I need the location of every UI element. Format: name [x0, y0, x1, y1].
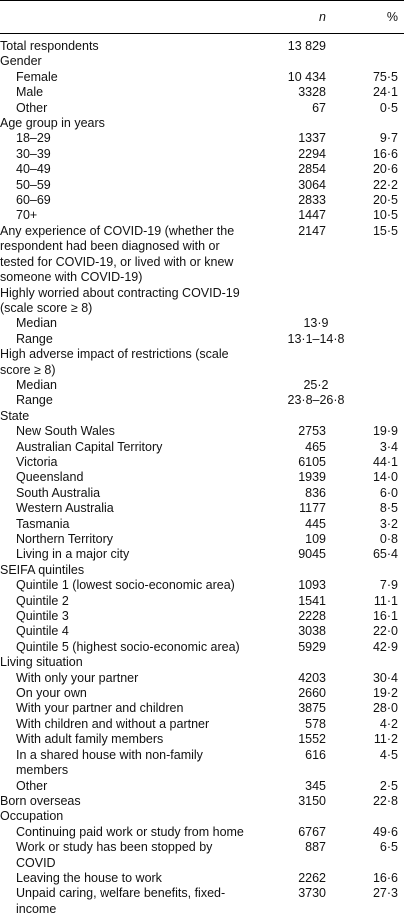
table-row — [0, 686, 404, 701]
row-label: Unpaid caring, welfare benefits, fixed-income — [16, 886, 226, 916]
table-row — [0, 70, 404, 85]
row-percent: 16·6 — [372, 146, 398, 161]
table-row — [0, 378, 404, 393]
row-n: 1177 — [299, 501, 326, 516]
table-row — [0, 224, 404, 286]
table-row — [0, 39, 404, 54]
row-label: Age group in years — [0, 116, 105, 131]
table-row — [0, 424, 404, 439]
row-percent: 16·6 — [372, 870, 398, 885]
table-row — [0, 532, 404, 547]
table-row — [0, 563, 404, 578]
row-percent: 8·5 — [379, 501, 398, 516]
row-n: 2833 — [298, 193, 326, 208]
row-label: Other — [16, 778, 48, 793]
row-label: South Australia — [16, 485, 101, 500]
row-n: 13 829 — [287, 39, 326, 53]
row-n: 3328 — [298, 85, 326, 100]
table-row — [0, 85, 404, 100]
row-label: SEIFA quintiles — [0, 562, 85, 577]
table-body — [0, 34, 404, 917]
row-percent: 22·2 — [372, 177, 398, 192]
table-row — [0, 455, 404, 470]
table-row — [0, 286, 404, 317]
row-summary-value: 23·8–26·8 — [287, 393, 345, 408]
row-n: 2147 — [298, 223, 326, 238]
row-label: Range — [16, 393, 53, 408]
table-row — [0, 501, 404, 516]
row-label: Australian Capital Territory — [16, 439, 163, 454]
row-n: 6105 — [298, 454, 326, 469]
row-label: Median — [16, 316, 57, 331]
row-percent: 4·2 — [379, 716, 398, 731]
row-n: 887 — [305, 840, 326, 855]
row-n: 836 — [305, 485, 326, 500]
row-label: Any experience of COVID-19 (whether the respondent had been diagnosed with or tested for COVID-19, or lived with or knew someone with COVID-19) — [0, 223, 235, 285]
table-row — [0, 162, 404, 177]
table-row — [0, 779, 404, 794]
row-n: 5929 — [298, 639, 326, 654]
row-percent: 0·5 — [379, 100, 398, 115]
table-row — [0, 332, 404, 347]
row-n: 6767 — [298, 824, 326, 839]
table-row — [0, 517, 404, 532]
row-label: Work or study has been stopped by COVID — [16, 840, 213, 870]
row-label: Tasmania — [16, 516, 70, 531]
row-percent: 24·1 — [372, 85, 398, 100]
row-percent: 7·9 — [379, 578, 398, 593]
row-n: 3038 — [298, 624, 326, 639]
row-percent: 6·5 — [379, 840, 398, 855]
row-percent: 22·8 — [372, 793, 398, 808]
row-n: 1939 — [298, 470, 326, 485]
row-n: 3064 — [298, 177, 326, 192]
table-row — [0, 886, 404, 917]
row-label: Male — [16, 85, 44, 100]
row-label: 50–59 — [16, 177, 51, 192]
row-label: In a shared house with non-family members — [16, 747, 203, 778]
row-n: 67 — [312, 100, 326, 115]
row-label: 30–39 — [16, 146, 51, 161]
row-label: Northern Territory — [16, 532, 114, 546]
row-percent: 65·4 — [372, 547, 398, 562]
table-row — [0, 578, 404, 593]
row-n: 2753 — [298, 424, 326, 439]
row-percent: 15·5 — [372, 223, 398, 238]
row-label: With children and without a partner — [16, 716, 210, 731]
row-percent: 19·2 — [372, 686, 398, 701]
row-label: Female — [16, 69, 58, 84]
row-n: 465 — [305, 439, 326, 454]
row-n: 3150 — [298, 793, 326, 808]
row-n: 2294 — [298, 146, 326, 161]
row-percent: 75·5 — [372, 69, 398, 84]
table-row — [0, 594, 404, 609]
table-row — [0, 409, 404, 424]
row-percent: 14·0 — [372, 470, 398, 485]
row-n: 4203 — [298, 670, 326, 685]
row-label: Quintile 3 — [16, 609, 69, 624]
row-percent: 3·2 — [379, 516, 398, 531]
table-header — [0, 1, 404, 33]
row-n: 1337 — [298, 131, 326, 146]
row-n: 2660 — [298, 686, 326, 701]
row-label: Total respondents — [0, 39, 99, 53]
row-label: Quintile 5 (highest socio-economic area) — [16, 639, 240, 654]
row-label: New South Wales — [16, 424, 115, 439]
row-label: Quintile 2 — [16, 593, 69, 608]
row-percent: 11·2 — [373, 732, 398, 747]
row-percent: 16·1 — [372, 609, 398, 624]
table-row — [0, 840, 404, 871]
table-row — [0, 701, 404, 716]
row-label: Highly worried about contracting COVID-19 (scale score ≥ 8) — [0, 285, 240, 315]
table-row — [0, 347, 404, 378]
row-n: 2854 — [298, 162, 326, 177]
row-percent: 19·9 — [372, 424, 398, 439]
table-row — [0, 178, 404, 193]
table-row — [0, 717, 404, 732]
row-label: Leaving the house to work — [16, 870, 162, 885]
row-percent: 9·7 — [379, 131, 398, 146]
row-summary-value: 13·9 — [303, 316, 329, 331]
table-row — [0, 871, 404, 886]
table-row — [0, 440, 404, 455]
table-row — [0, 486, 404, 501]
header-n: n — [319, 10, 326, 24]
table-row — [0, 101, 404, 116]
table-row — [0, 147, 404, 162]
row-n: 109 — [305, 532, 326, 546]
row-percent: 3·4 — [379, 439, 398, 454]
row-percent: 2·5 — [379, 778, 398, 793]
row-label: 18–29 — [16, 131, 51, 146]
table-row — [0, 116, 404, 131]
row-label: On your own — [16, 686, 87, 701]
row-label: Other — [16, 100, 48, 115]
row-n: 3875 — [298, 701, 326, 716]
row-n: 1552 — [298, 732, 326, 747]
table-row — [0, 671, 404, 686]
row-n: 445 — [305, 516, 326, 531]
row-label: With only your partner — [16, 670, 139, 685]
row-n: 10 434 — [287, 69, 326, 84]
row-label: Western Australia — [16, 501, 114, 516]
table-row — [0, 208, 404, 223]
row-label: Victoria — [16, 454, 58, 469]
row-percent: 10·5 — [372, 208, 398, 223]
table-row — [0, 732, 404, 747]
row-label: Continuing paid work or study from home — [16, 824, 244, 839]
row-n: 578 — [305, 716, 326, 731]
row-label: 40–49 — [16, 162, 51, 177]
row-percent: 28·0 — [372, 701, 398, 716]
table-row — [0, 193, 404, 208]
row-percent: 20·6 — [372, 162, 398, 177]
row-percent: 49·6 — [372, 824, 398, 839]
row-percent: 42·9 — [372, 639, 398, 654]
row-n: 3730 — [298, 886, 326, 901]
row-n: 1093 — [298, 578, 326, 593]
row-n: 9045 — [298, 547, 326, 562]
table-row — [0, 316, 404, 331]
row-label: Living in a major city — [16, 547, 130, 562]
row-n: 1447 — [298, 208, 326, 223]
row-n: 2228 — [298, 609, 326, 624]
row-label: Gender — [0, 54, 42, 69]
table-row — [0, 794, 404, 809]
row-percent: 30·4 — [372, 670, 398, 685]
row-n: 345 — [305, 778, 326, 793]
row-n: 1541 — [298, 593, 326, 608]
table-row — [0, 547, 404, 562]
row-n: 2262 — [298, 870, 326, 885]
row-label: 60–69 — [16, 193, 51, 208]
row-label: High adverse impact of restrictions (scale score ≥ 8) — [0, 347, 229, 377]
table-row — [0, 809, 404, 824]
row-label: Quintile 1 (lowest socio-economic area) — [16, 578, 235, 593]
header-percent: % — [386, 10, 398, 24]
row-label: Queensland — [16, 470, 84, 485]
row-percent: 22·0 — [372, 624, 398, 639]
table-row — [0, 748, 404, 779]
row-n: 616 — [305, 747, 326, 762]
table-row — [0, 624, 404, 639]
row-percent: 44·1 — [372, 454, 398, 469]
row-percent: 4·5 — [379, 747, 398, 762]
table-row — [0, 609, 404, 624]
row-label: Living situation — [0, 655, 83, 670]
table-row — [0, 131, 404, 146]
table-row — [0, 393, 404, 408]
row-label: With your partner and children — [16, 701, 184, 716]
row-percent: 20·5 — [372, 193, 398, 208]
row-label: Born overseas — [0, 793, 81, 808]
row-summary-value: 25·2 — [303, 377, 329, 392]
row-percent: 11·1 — [373, 593, 398, 608]
table-row — [0, 825, 404, 840]
row-label: State — [0, 408, 30, 423]
row-percent: 27·3 — [372, 886, 398, 901]
table-row — [0, 470, 404, 485]
row-label: Median — [16, 377, 57, 392]
table-row — [0, 655, 404, 670]
table-row — [0, 54, 404, 69]
row-label: Occupation — [0, 809, 64, 824]
row-label: 70+ — [16, 208, 38, 223]
row-label: Quintile 4 — [16, 624, 69, 639]
row-percent: 0·8 — [379, 532, 398, 546]
row-summary-value: 13·1–14·8 — [287, 331, 345, 346]
row-percent: 6·0 — [379, 485, 398, 500]
row-label: Range — [16, 331, 53, 346]
row-label: With adult family members — [16, 732, 164, 747]
table-row — [0, 640, 404, 655]
